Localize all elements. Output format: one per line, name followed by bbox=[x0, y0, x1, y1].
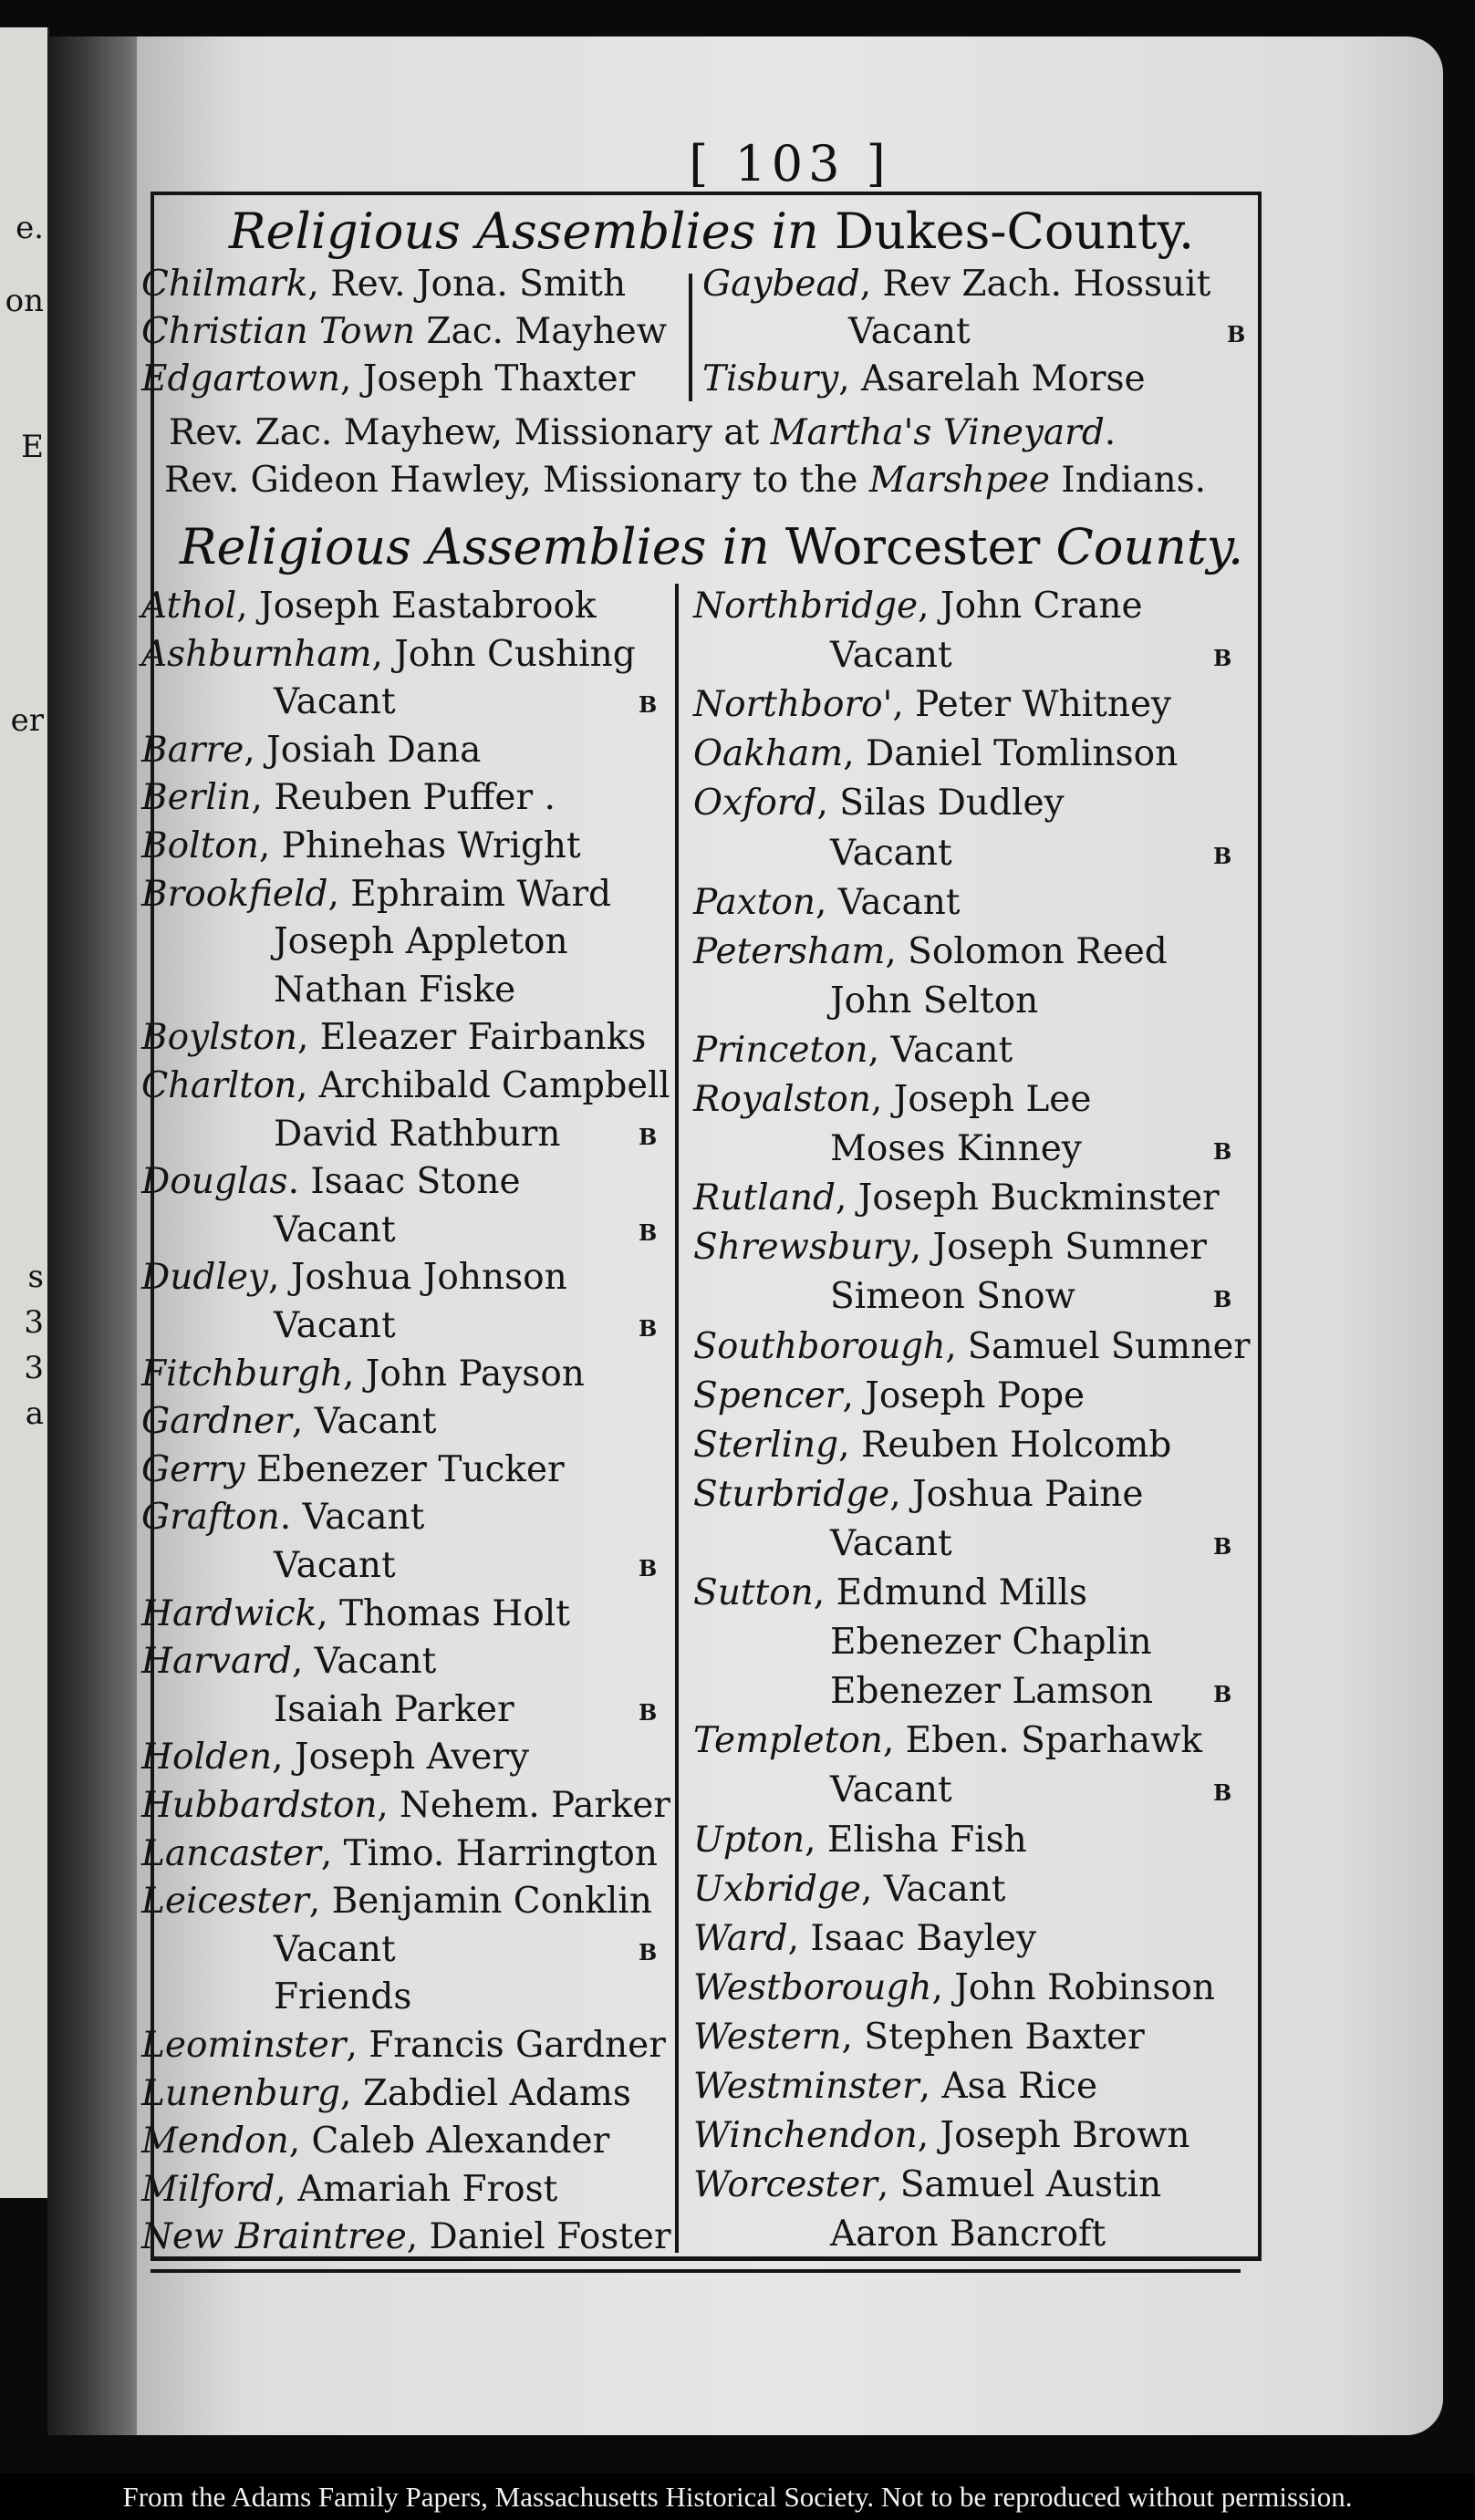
town-name: Northboro' bbox=[693, 684, 893, 726]
baptist-mark: B bbox=[1213, 1532, 1232, 1560]
town-name: Gaybead bbox=[702, 264, 860, 305]
town-name: Mendon bbox=[141, 2121, 289, 2162]
dukes-heading-title: Religious Assemblies bbox=[228, 202, 756, 260]
entry-row bbox=[274, 1208, 396, 1250]
minister-name: , Ephraim Ward bbox=[327, 873, 612, 915]
town-name: Southborough bbox=[693, 1325, 946, 1367]
entry-row bbox=[693, 2115, 1190, 2157]
minister-name: , Joseph Avery bbox=[272, 1737, 529, 1779]
town-name: Brookfield bbox=[141, 873, 328, 915]
town-name: New Braintree bbox=[141, 2216, 407, 2258]
baptist-mark: B bbox=[639, 1555, 658, 1581]
minister-name: , Vacant bbox=[291, 1401, 437, 1443]
minister-name: , Joseph Sumner bbox=[909, 1227, 1207, 1269]
baptist-mark: B bbox=[1213, 1138, 1232, 1166]
entry-row bbox=[274, 1113, 561, 1155]
town-name: Princeton bbox=[693, 1029, 868, 1071]
minister-name: , Josiah Dana bbox=[244, 729, 482, 771]
minister-name: , John Payson bbox=[342, 1353, 585, 1395]
entry-row bbox=[830, 1622, 1152, 1664]
entry-row bbox=[830, 1128, 1082, 1170]
entry-row bbox=[141, 264, 627, 305]
facing-page-fragment: s bbox=[27, 1259, 44, 1295]
entry-row bbox=[274, 1305, 396, 1346]
minister-name: , Thomas Holt bbox=[317, 1592, 570, 1634]
minister-name: Ebenezer Lamson bbox=[830, 1671, 1154, 1713]
minister-name: Isaiah Parker bbox=[274, 1688, 514, 1730]
entry-row bbox=[693, 1819, 1027, 1861]
minister-name: , Amariah Frost bbox=[275, 2168, 558, 2210]
page-number: [ 103 ] bbox=[689, 135, 891, 192]
minister-name: Vacant bbox=[274, 1928, 396, 1970]
worcester-heading-county: Worcester bbox=[784, 518, 1041, 576]
town-name: Bolton bbox=[141, 825, 259, 866]
minister-name: , John Robinson bbox=[931, 1966, 1216, 2008]
entry-row bbox=[141, 1641, 437, 1683]
entry-row bbox=[693, 1473, 1144, 1515]
town-name: Tisbury bbox=[702, 358, 839, 399]
entry-row bbox=[141, 1737, 529, 1779]
town-name: Uxbridge bbox=[693, 1868, 861, 1910]
worcester-heading-county-suffix: County. bbox=[1055, 518, 1244, 576]
minister-name: , Reuben Holcomb bbox=[838, 1424, 1172, 1466]
entry-row bbox=[693, 1177, 1220, 1219]
entry-row bbox=[693, 881, 961, 923]
facing-page-fragment: E bbox=[21, 429, 44, 465]
minister-name: Vacant bbox=[830, 1522, 952, 1564]
town-name: Holden bbox=[141, 1737, 273, 1779]
baptist-mark: B bbox=[1213, 1779, 1232, 1807]
worcester-heading-in: in bbox=[722, 518, 770, 576]
entry-row bbox=[274, 921, 568, 963]
entry-row bbox=[274, 1928, 396, 1970]
entry-row bbox=[141, 1592, 570, 1634]
entry-row bbox=[693, 1325, 1251, 1367]
entry-row bbox=[830, 1276, 1075, 1318]
minister-name: . Vacant bbox=[279, 1497, 425, 1539]
baptist-mark: B bbox=[1213, 1681, 1232, 1708]
entry-row bbox=[830, 832, 952, 874]
worcester-column-divider bbox=[675, 584, 679, 2253]
town-name: Douglas bbox=[141, 1161, 288, 1203]
town-name: Paxton bbox=[693, 881, 816, 923]
town-name: Hubbardston bbox=[141, 1785, 378, 1826]
entry-row bbox=[141, 2168, 558, 2210]
entry-row bbox=[848, 311, 971, 352]
minister-name: , Phinehas Wright bbox=[258, 825, 581, 866]
minister-name: , Joseph Buckminster bbox=[835, 1177, 1220, 1219]
town-name: Petersham bbox=[693, 930, 886, 972]
town-name: Winchendon bbox=[693, 2115, 918, 2157]
minister-name: , Eben. Sparhawk bbox=[882, 1720, 1203, 1762]
minister-name: , Isaac Bayley bbox=[787, 1917, 1037, 1959]
missionary-text: Rev. Zac. Mayhew, Missionary at bbox=[169, 412, 771, 453]
entry-row bbox=[693, 783, 1065, 824]
minister-name: , Vacant bbox=[860, 1868, 1006, 1910]
entry-row bbox=[141, 2072, 631, 2114]
missionary-suffix: Indians. bbox=[1049, 460, 1207, 501]
minister-name: , Vacant bbox=[291, 1641, 437, 1683]
entry-row bbox=[274, 1688, 514, 1730]
baptist-mark: B bbox=[639, 691, 658, 719]
town-name: Ward bbox=[693, 1917, 788, 1959]
minister-name: Vacant bbox=[274, 1208, 396, 1250]
entry-row bbox=[141, 358, 636, 399]
entry-row bbox=[141, 2216, 671, 2258]
minister-name: , Joseph Eastabrook bbox=[236, 586, 597, 627]
town-name: Leominster bbox=[141, 2025, 347, 2066]
entry-row bbox=[693, 1868, 1006, 1910]
missionary-place: Marshpee bbox=[868, 460, 1050, 501]
dukes-heading-in: in bbox=[771, 202, 819, 260]
entry-row bbox=[274, 681, 396, 723]
entry-row bbox=[141, 586, 597, 627]
town-name: Westborough bbox=[693, 1966, 932, 2008]
town-name: Lunenburg bbox=[141, 2072, 341, 2114]
minister-name: , Asa Rice bbox=[919, 2066, 1098, 2107]
minister-name: Vacant bbox=[274, 1305, 396, 1346]
minister-name: Vacant bbox=[830, 1769, 952, 1811]
town-name: Athol bbox=[141, 586, 237, 627]
town-name: Charlton bbox=[141, 1065, 297, 1106]
entry-row bbox=[693, 586, 1143, 627]
minister-name: Vacant bbox=[274, 681, 396, 723]
town-name: Harvard bbox=[141, 1641, 292, 1683]
entry-row bbox=[830, 980, 1039, 1021]
town-name: Chilmark bbox=[141, 264, 308, 305]
facing-page-fragment: a bbox=[25, 1395, 44, 1432]
town-name: Western bbox=[693, 2016, 842, 2058]
minister-name: , Peter Whitney bbox=[892, 684, 1172, 726]
baptist-mark: B bbox=[1227, 321, 1246, 347]
town-name: Boylston bbox=[141, 1017, 297, 1059]
entry-row bbox=[830, 1522, 952, 1564]
entry-row bbox=[830, 635, 952, 677]
entry-row bbox=[693, 930, 1168, 972]
baptist-mark: B bbox=[1213, 842, 1232, 869]
minister-name: , Samuel Austin bbox=[877, 2164, 1162, 2206]
minister-name: . Isaac Stone bbox=[287, 1161, 521, 1203]
entry-row bbox=[693, 1029, 1013, 1071]
entry-row bbox=[141, 1497, 425, 1539]
minister-name: Zac. Mayhew bbox=[414, 311, 668, 352]
entry-row bbox=[141, 1832, 659, 1874]
minister-name: Aaron Bancroft bbox=[830, 2214, 1106, 2256]
town-name: Westminster bbox=[693, 2066, 919, 2107]
town-name: Sutton bbox=[693, 1572, 814, 1613]
entry-row bbox=[693, 1720, 1203, 1762]
town-name: Barre bbox=[141, 729, 244, 771]
town-name: Hardwick bbox=[141, 1592, 317, 1634]
minister-name: , Archibald Campbell bbox=[296, 1065, 670, 1106]
town-name: Worcester bbox=[693, 2164, 878, 2206]
minister-name: , Eleazer Fairbanks bbox=[296, 1017, 647, 1059]
entry-row bbox=[141, 729, 482, 771]
entry-row bbox=[693, 2066, 1098, 2107]
baptist-mark: B bbox=[639, 1698, 658, 1726]
entry-row bbox=[693, 733, 1179, 775]
minister-name: Nathan Fiske bbox=[274, 969, 516, 1011]
minister-name: , Joseph Pope bbox=[842, 1374, 1085, 1416]
minister-name: Vacant bbox=[274, 1545, 396, 1586]
facing-page-fragment: 3 bbox=[24, 1304, 44, 1341]
minister-name: , Vacant bbox=[867, 1029, 1013, 1071]
town-name: Leicester bbox=[141, 1881, 309, 1923]
baptist-mark: B bbox=[639, 1123, 658, 1150]
minister-name: , Asarelah Morse bbox=[838, 358, 1146, 399]
minister-name: , Vacant bbox=[815, 881, 961, 923]
minister-name: , Solomon Reed bbox=[885, 930, 1168, 972]
minister-name: , Daniel Tomlinson bbox=[843, 733, 1179, 775]
missionary-text: Rev. Gideon Hawley, Missionary to the bbox=[164, 460, 869, 501]
town-name: Upton bbox=[693, 1819, 805, 1861]
minister-name: , Joseph Thaxter bbox=[339, 358, 636, 399]
minister-name: Simeon Snow bbox=[830, 1276, 1075, 1318]
entry-row bbox=[693, 1917, 1037, 1959]
town-name: Oakham bbox=[693, 733, 844, 775]
entry-row bbox=[141, 873, 612, 915]
minister-name: , Zabdiel Adams bbox=[340, 2072, 631, 2114]
town-name: Christian Town bbox=[141, 311, 415, 352]
town-name: Lancaster bbox=[141, 1832, 321, 1874]
entry-row bbox=[830, 2214, 1106, 2256]
minister-name: , Rev. Jona. Smith bbox=[307, 264, 627, 305]
town-name: Gerry bbox=[141, 1448, 245, 1490]
facing-page-fragment: e. bbox=[16, 210, 44, 246]
book-gutter-shadow bbox=[47, 36, 148, 2435]
entry-row bbox=[274, 969, 516, 1011]
worcester-heading-title: Religious Assemblies bbox=[179, 518, 707, 576]
entry-row bbox=[141, 1881, 652, 1923]
town-name: Spencer bbox=[693, 1374, 843, 1416]
facing-page-fragment: er bbox=[10, 702, 44, 739]
entry-row bbox=[693, 1572, 1087, 1613]
town-name: Rutland bbox=[693, 1177, 836, 1219]
entry-row bbox=[693, 1966, 1216, 2008]
entry-row bbox=[693, 1227, 1207, 1269]
entry-row bbox=[693, 2164, 1162, 2206]
minister-name: David Rathburn bbox=[274, 1113, 561, 1155]
minister-name: , Timo. Harrington bbox=[320, 1832, 659, 1874]
minister-name: , Joshua Paine bbox=[889, 1473, 1144, 1515]
missionary-line bbox=[164, 460, 1207, 501]
entry-row bbox=[830, 1769, 952, 1811]
minister-name: , Joseph Brown bbox=[917, 2115, 1190, 2157]
town-name: Milford bbox=[141, 2168, 275, 2210]
minister-name: , John Crane bbox=[918, 586, 1143, 627]
baptist-mark: B bbox=[639, 1219, 658, 1246]
entry-row bbox=[141, 1257, 567, 1299]
copyright-footer: From the Adams Family Papers, Massachusetts Historical Society. Not to be reproduced without permission. bbox=[0, 2473, 1475, 2520]
town-name: Berlin bbox=[141, 777, 252, 819]
minister-name: Moses Kinney bbox=[830, 1128, 1082, 1170]
entry-row bbox=[693, 1424, 1172, 1466]
frame-bottom-rule bbox=[151, 2269, 1241, 2273]
minister-name: Joseph Appleton bbox=[274, 921, 568, 963]
entry-row bbox=[141, 2025, 666, 2066]
minister-name: , Edmund Mills bbox=[813, 1572, 1087, 1613]
minister-name: , Francis Gardner bbox=[346, 2025, 666, 2066]
entry-row bbox=[693, 2016, 1145, 2058]
town-name: Fitchburgh bbox=[141, 1353, 343, 1395]
entry-row bbox=[141, 1065, 670, 1106]
minister-name: , Joshua Johnson bbox=[267, 1257, 567, 1299]
town-name: Edgartown bbox=[141, 358, 340, 399]
entry-row bbox=[702, 358, 1146, 399]
minister-name: Vacant bbox=[830, 635, 952, 677]
town-name: Oxford bbox=[693, 783, 817, 824]
minister-name: Friends bbox=[274, 1976, 412, 2018]
entry-row bbox=[830, 1671, 1154, 1713]
town-name: Sterling bbox=[693, 1424, 839, 1466]
facing-page-fragment: 3 bbox=[24, 1350, 44, 1386]
missionary-line bbox=[169, 412, 1117, 453]
entry-row bbox=[141, 311, 668, 352]
entry-row bbox=[141, 2121, 610, 2162]
missionary-suffix: . bbox=[1104, 412, 1117, 453]
dukes-heading-county: Dukes-County. bbox=[834, 202, 1195, 260]
minister-name: Vacant bbox=[830, 832, 952, 874]
town-name: Grafton bbox=[141, 1497, 280, 1539]
entry-row bbox=[693, 684, 1172, 726]
baptist-mark: B bbox=[639, 1938, 658, 1965]
minister-name: , Joseph Lee bbox=[870, 1079, 1092, 1120]
minister-name: , Nehem. Parker bbox=[377, 1785, 670, 1826]
minister-name: John Selton bbox=[830, 980, 1039, 1021]
entry-row bbox=[141, 1161, 521, 1203]
entry-row bbox=[693, 1079, 1092, 1120]
entry-row bbox=[141, 777, 556, 819]
dukes-column-divider bbox=[689, 274, 692, 401]
minister-name: , John Cushing bbox=[371, 633, 636, 675]
baptist-mark: B bbox=[1213, 645, 1232, 672]
missionary-place: Martha's Vineyard bbox=[770, 412, 1105, 453]
town-name: Shrewsbury bbox=[693, 1227, 910, 1269]
minister-name: , Daniel Foster bbox=[406, 2216, 671, 2258]
entry-row bbox=[141, 1353, 585, 1395]
worcester-heading bbox=[137, 518, 1286, 576]
minister-name: , Benjamin Conklin bbox=[308, 1881, 652, 1923]
town-name: Dudley bbox=[141, 1257, 268, 1299]
minister-name: , Caleb Alexander bbox=[288, 2121, 610, 2162]
minister-name: , Stephen Baxter bbox=[841, 2016, 1145, 2058]
baptist-mark: B bbox=[1213, 1286, 1232, 1313]
entry-row bbox=[274, 1976, 412, 2018]
facing-page-fragment: on bbox=[5, 283, 44, 319]
town-name: Northbridge bbox=[693, 586, 919, 627]
entry-row bbox=[141, 1401, 437, 1443]
town-name: Gardner bbox=[141, 1401, 292, 1443]
minister-name: , Silas Dudley bbox=[816, 783, 1065, 824]
baptist-mark: B bbox=[639, 1315, 658, 1342]
dukes-heading bbox=[137, 202, 1286, 260]
facing-page-edge bbox=[0, 27, 49, 2198]
entry-row bbox=[141, 633, 636, 675]
minister-name: , Rev Zach. Hossuit bbox=[859, 264, 1211, 305]
entry-row bbox=[274, 1545, 396, 1586]
minister-name: , Reuben Puffer . bbox=[251, 777, 556, 819]
town-name: Templeton bbox=[693, 1720, 883, 1762]
entry-row bbox=[141, 1448, 565, 1490]
town-name: Royalston bbox=[693, 1079, 871, 1120]
town-name: Sturbridge bbox=[693, 1473, 890, 1515]
town-name: Ashburnham bbox=[141, 633, 372, 675]
minister-name: Vacant bbox=[848, 311, 971, 352]
entry-row bbox=[141, 825, 581, 866]
minister-name: Ebenezer Tucker bbox=[244, 1448, 565, 1490]
entry-row bbox=[141, 1785, 670, 1826]
minister-name: Ebenezer Chaplin bbox=[830, 1622, 1152, 1664]
entry-row bbox=[141, 1017, 647, 1059]
minister-name: , Samuel Sumner bbox=[945, 1325, 1251, 1367]
entry-row bbox=[693, 1374, 1085, 1416]
entry-row bbox=[702, 264, 1211, 305]
minister-name: , Elisha Fish bbox=[805, 1819, 1027, 1861]
